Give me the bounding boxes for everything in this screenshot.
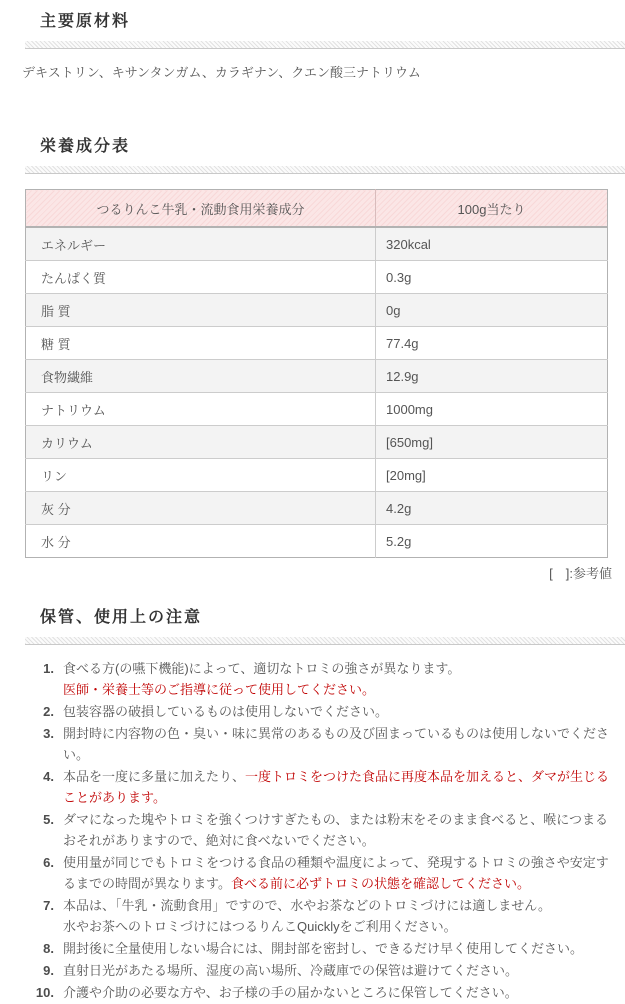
- precaution-text-segment: 開封時に内容物の色・臭い・味に異常のあるもの及び固まっているものは使用しないでください。: [63, 726, 610, 762]
- section-divider: [25, 637, 625, 645]
- reference-value-note: [ ]:参考値: [549, 566, 612, 581]
- nutrient-label: 水 分: [26, 525, 376, 558]
- precaution-number: 5.: [43, 812, 54, 827]
- nutrient-value: [20mg]: [376, 459, 608, 492]
- nutrition-header-amount: 100g当たり: [376, 190, 608, 228]
- nutrition-table-header-row: [26, 190, 608, 228]
- precautions-list: [0, 658, 625, 1003]
- precaution-text-segment: 介護や介助の必要な方や、お子様の手の届かないところに保管してください。: [63, 985, 518, 1000]
- precaution-text: [63, 723, 617, 765]
- nutrition-section-title: 栄養成分表: [40, 138, 131, 155]
- precaution-text-segment: 本品を一度に多量に加えたり、: [63, 769, 246, 784]
- nutrition-table-row: [26, 525, 608, 558]
- precaution-number: 3.: [43, 726, 54, 741]
- precaution-text: [63, 960, 617, 981]
- nutrition-table-row: [26, 294, 608, 327]
- precaution-item: [30, 809, 617, 851]
- precaution-text-segment: 直射日光があたる場所、湿度の高い場所、冷蔵庫での保管は避けてください。: [63, 963, 519, 978]
- precaution-number: 4.: [43, 769, 54, 784]
- nutrition-table: [25, 189, 608, 558]
- nutrition-table-row: [26, 426, 608, 459]
- precaution-item: [30, 766, 617, 808]
- nutrient-label: カリウム: [26, 426, 376, 459]
- precaution-text-segment: 一度トロミをつけた食品に再度本品を加えると、ダマが生じることがあります。: [63, 769, 610, 805]
- precaution-text: [63, 895, 617, 937]
- precaution-text: [63, 766, 617, 808]
- nutrient-label: ナトリウム: [26, 393, 376, 426]
- precaution-item: [30, 658, 617, 700]
- precaution-item: [30, 938, 617, 959]
- precaution-number: 8.: [43, 941, 54, 956]
- precaution-text: [63, 701, 617, 722]
- precaution-number: 10.: [35, 985, 54, 1000]
- nutrient-label: たんぱく質: [26, 261, 376, 294]
- nutrition-table-row: [26, 360, 608, 393]
- section-divider: [25, 41, 625, 49]
- precaution-text-segment: 開封後に全量使用しない場合には、開封部を密封し、できるだけ早く使用してください。: [63, 941, 584, 956]
- nutrient-label: リン: [26, 459, 376, 492]
- precaution-text-segment: 水やお茶へのトロミづけにはつるりんこQuicklyをご利用ください。: [63, 919, 457, 934]
- precaution-text-segment: 医師・栄養士等のご指導に従って使用してください。: [63, 682, 376, 697]
- nutrient-value: 77.4g: [376, 327, 608, 360]
- nutrient-value: 12.9g: [376, 360, 608, 393]
- nutrient-value: [650mg]: [376, 426, 608, 459]
- precautions-section-title: 保管、使用上の注意: [40, 609, 203, 626]
- nutrient-label: 糖 質: [26, 327, 376, 360]
- nutrition-table-row: [26, 261, 608, 294]
- section-divider: [25, 166, 625, 174]
- nutrition-table-row: [26, 327, 608, 360]
- precaution-text-segment: 本品は、「牛乳・流動食用」ですので、水やお茶などのトロミづけには適しません。: [63, 898, 552, 913]
- nutrition-table-row: [26, 459, 608, 492]
- nutrient-value: 320kcal: [376, 227, 608, 261]
- nutrient-value: 4.2g: [376, 492, 608, 525]
- precaution-text: [63, 809, 617, 851]
- precaution-text: [63, 982, 617, 1003]
- precaution-number: 1.: [43, 661, 54, 676]
- precaution-number: 6.: [43, 855, 54, 870]
- precaution-number: 9.: [43, 963, 54, 978]
- nutrient-label: エネルギー: [41, 237, 107, 253]
- precaution-text-segment: 食べる方(の嚥下機能)によって、適切なトロミの強さが異なります。: [63, 661, 461, 676]
- precaution-item: [30, 852, 617, 894]
- nutrient-value: 0g: [376, 294, 608, 327]
- nutrient-value: 1000mg: [376, 393, 608, 426]
- precaution-item: [30, 895, 617, 937]
- precaution-text: [63, 938, 617, 959]
- precaution-item: [30, 701, 617, 722]
- ingredients-text: デキストリン、キサンタンガム、カラギナン、クエン酸三ナトリウム: [22, 65, 421, 80]
- precaution-text: [63, 852, 617, 894]
- precaution-number: 7.: [43, 898, 54, 913]
- nutrient-value: 5.2g: [376, 525, 608, 558]
- nutrient-label: 食物繊維: [26, 360, 376, 393]
- nutrient-label: 灰 分: [26, 492, 376, 525]
- precaution-text: [63, 658, 617, 700]
- nutrient-label: 脂 質: [26, 294, 376, 327]
- precaution-text-segment: ダマになった塊やトロミを強くつけすぎたもの、または粉末をそのまま食べると、喉につまるおそれがありますので、絶対に食べないでください。: [63, 812, 608, 848]
- nutrition-header-name: つるりんこ牛乳・流動食用栄養成分: [26, 190, 376, 228]
- nutrition-table-row: [26, 492, 608, 525]
- nutrition-table-row: [26, 393, 608, 426]
- precaution-item: [30, 982, 617, 1003]
- precaution-item: [30, 723, 617, 765]
- precaution-text-segment: 使用量が同じでもトロミをつける食品の種類や温度によって、発現するトロミの強さや安定するまでの時間が異なります。: [63, 855, 609, 891]
- ingredients-section-title: 主要原材料: [40, 13, 131, 30]
- precaution-number: 2.: [43, 704, 54, 719]
- nutrition-table-row: [26, 227, 608, 261]
- precaution-text-segment: 包装容器の破損しているものは使用しないでください。: [63, 704, 389, 719]
- precaution-text-segment: 食べる前に必ずトロミの状態を確認してください。: [230, 876, 530, 891]
- precaution-item: [30, 960, 617, 981]
- nutrient-value: 0.3g: [376, 261, 608, 294]
